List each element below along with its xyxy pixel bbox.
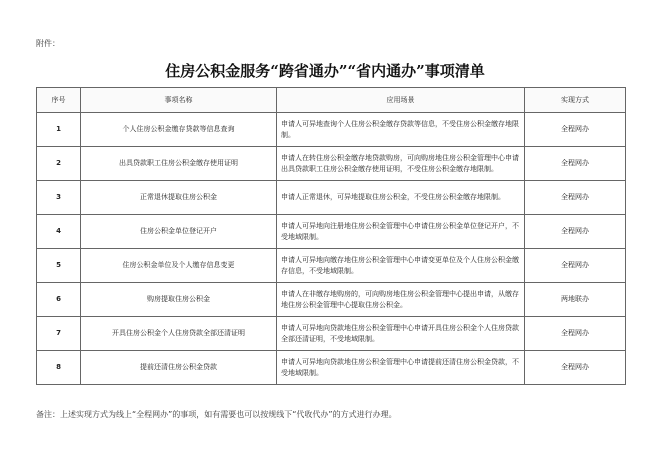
header-method: 实现方式 (525, 88, 626, 113)
row-item-name: 开具住房公积金个人住房贷款全部还清证明 (81, 317, 277, 351)
table-row (37, 351, 626, 385)
row-item-name: 出具贷款职工住房公积金缴存使用证明 (81, 147, 277, 181)
table-row (37, 113, 626, 147)
row-no: 4 (37, 215, 81, 249)
row-method: 全程网办 (525, 113, 626, 147)
row-no: 1 (37, 113, 81, 147)
row-item-name: 正常退休提取住房公积金 (81, 181, 277, 215)
table-row (37, 283, 626, 317)
table-row (37, 147, 626, 181)
row-item-name: 个人住房公积金缴存贷款等信息查询 (81, 113, 277, 147)
row-method: 全程网办 (525, 181, 626, 215)
row-scenario: 申请人可异地向注册地住房公积金管理中心申请住房公积金单位登记开户，不受地域限制。 (277, 215, 525, 249)
row-no: 6 (37, 283, 81, 317)
row-method: 全程网办 (525, 147, 626, 181)
row-scenario: 申请人正常退休，可异地提取住房公积金，不受住房公积金缴存地限制。 (277, 181, 525, 215)
attachment-label: 附件： (36, 39, 60, 48)
table-header-row (37, 88, 626, 113)
row-method: 全程网办 (525, 215, 626, 249)
row-no: 8 (37, 351, 81, 385)
row-scenario: 申请人可异地向贷款地住房公积金管理中心申请开具住房公积金个人住房贷款全部还清证明，不受地域限制。 (277, 317, 525, 351)
row-no: 7 (37, 317, 81, 351)
header-scenario: 应用场景 (277, 88, 525, 113)
row-method: 全程网办 (525, 351, 626, 385)
row-scenario: 申请人可异地向贷款地住房公积金管理中心申请提前还清住房公积金贷款，不受地域限制。 (277, 351, 525, 385)
row-scenario: 申请人可异地向缴存地住房公积金管理中心申请变更单位及个人住房公积金缴存信息，不受地域限制。 (277, 249, 525, 283)
row-method: 两地联办 (525, 283, 626, 317)
row-method: 全程网办 (525, 317, 626, 351)
row-scenario: 申请人可异地查询个人住房公积金缴存贷款等信息，不受住房公积金缴存地限制。 (277, 113, 525, 147)
row-no: 2 (37, 147, 81, 181)
table-row (37, 215, 626, 249)
header-item-name: 事项名称 (81, 88, 277, 113)
header-no: 序号 (37, 88, 81, 113)
document-title: 住房公积金服务“跨省通办”“省内通办”事项清单 (165, 62, 485, 80)
row-scenario: 申请人在转住房公积金缴存地贷款购房，可向购房地住房公积金管理中心申请出具贷款职工住房公积金缴存使用证明，不受住房公积金缴存地限制。 (277, 147, 525, 181)
row-scenario: 申请人在非缴存地购房的，可向购房地住房公积金管理中心提出申请，从缴存地住房公积金管理中心提取住房公积金。 (277, 283, 525, 317)
row-no: 5 (37, 249, 81, 283)
footnote: 备注：上述实现方式为线上“全程网办”的事项，如有需要也可以按规线下“代收代办”的方式进行办理。 (36, 410, 397, 419)
row-method: 全程网办 (525, 249, 626, 283)
table-row (37, 249, 626, 283)
row-item-name: 提前还清住房公积金贷款 (81, 351, 277, 385)
service-items-table (36, 87, 626, 385)
row-item-name: 住房公积金单位登记开户 (81, 215, 277, 249)
row-item-name: 购房提取住房公积金 (81, 283, 277, 317)
row-no: 3 (37, 181, 81, 215)
row-item-name: 住房公积金单位及个人缴存信息变更 (81, 249, 277, 283)
table-row (37, 181, 626, 215)
table-row (37, 317, 626, 351)
